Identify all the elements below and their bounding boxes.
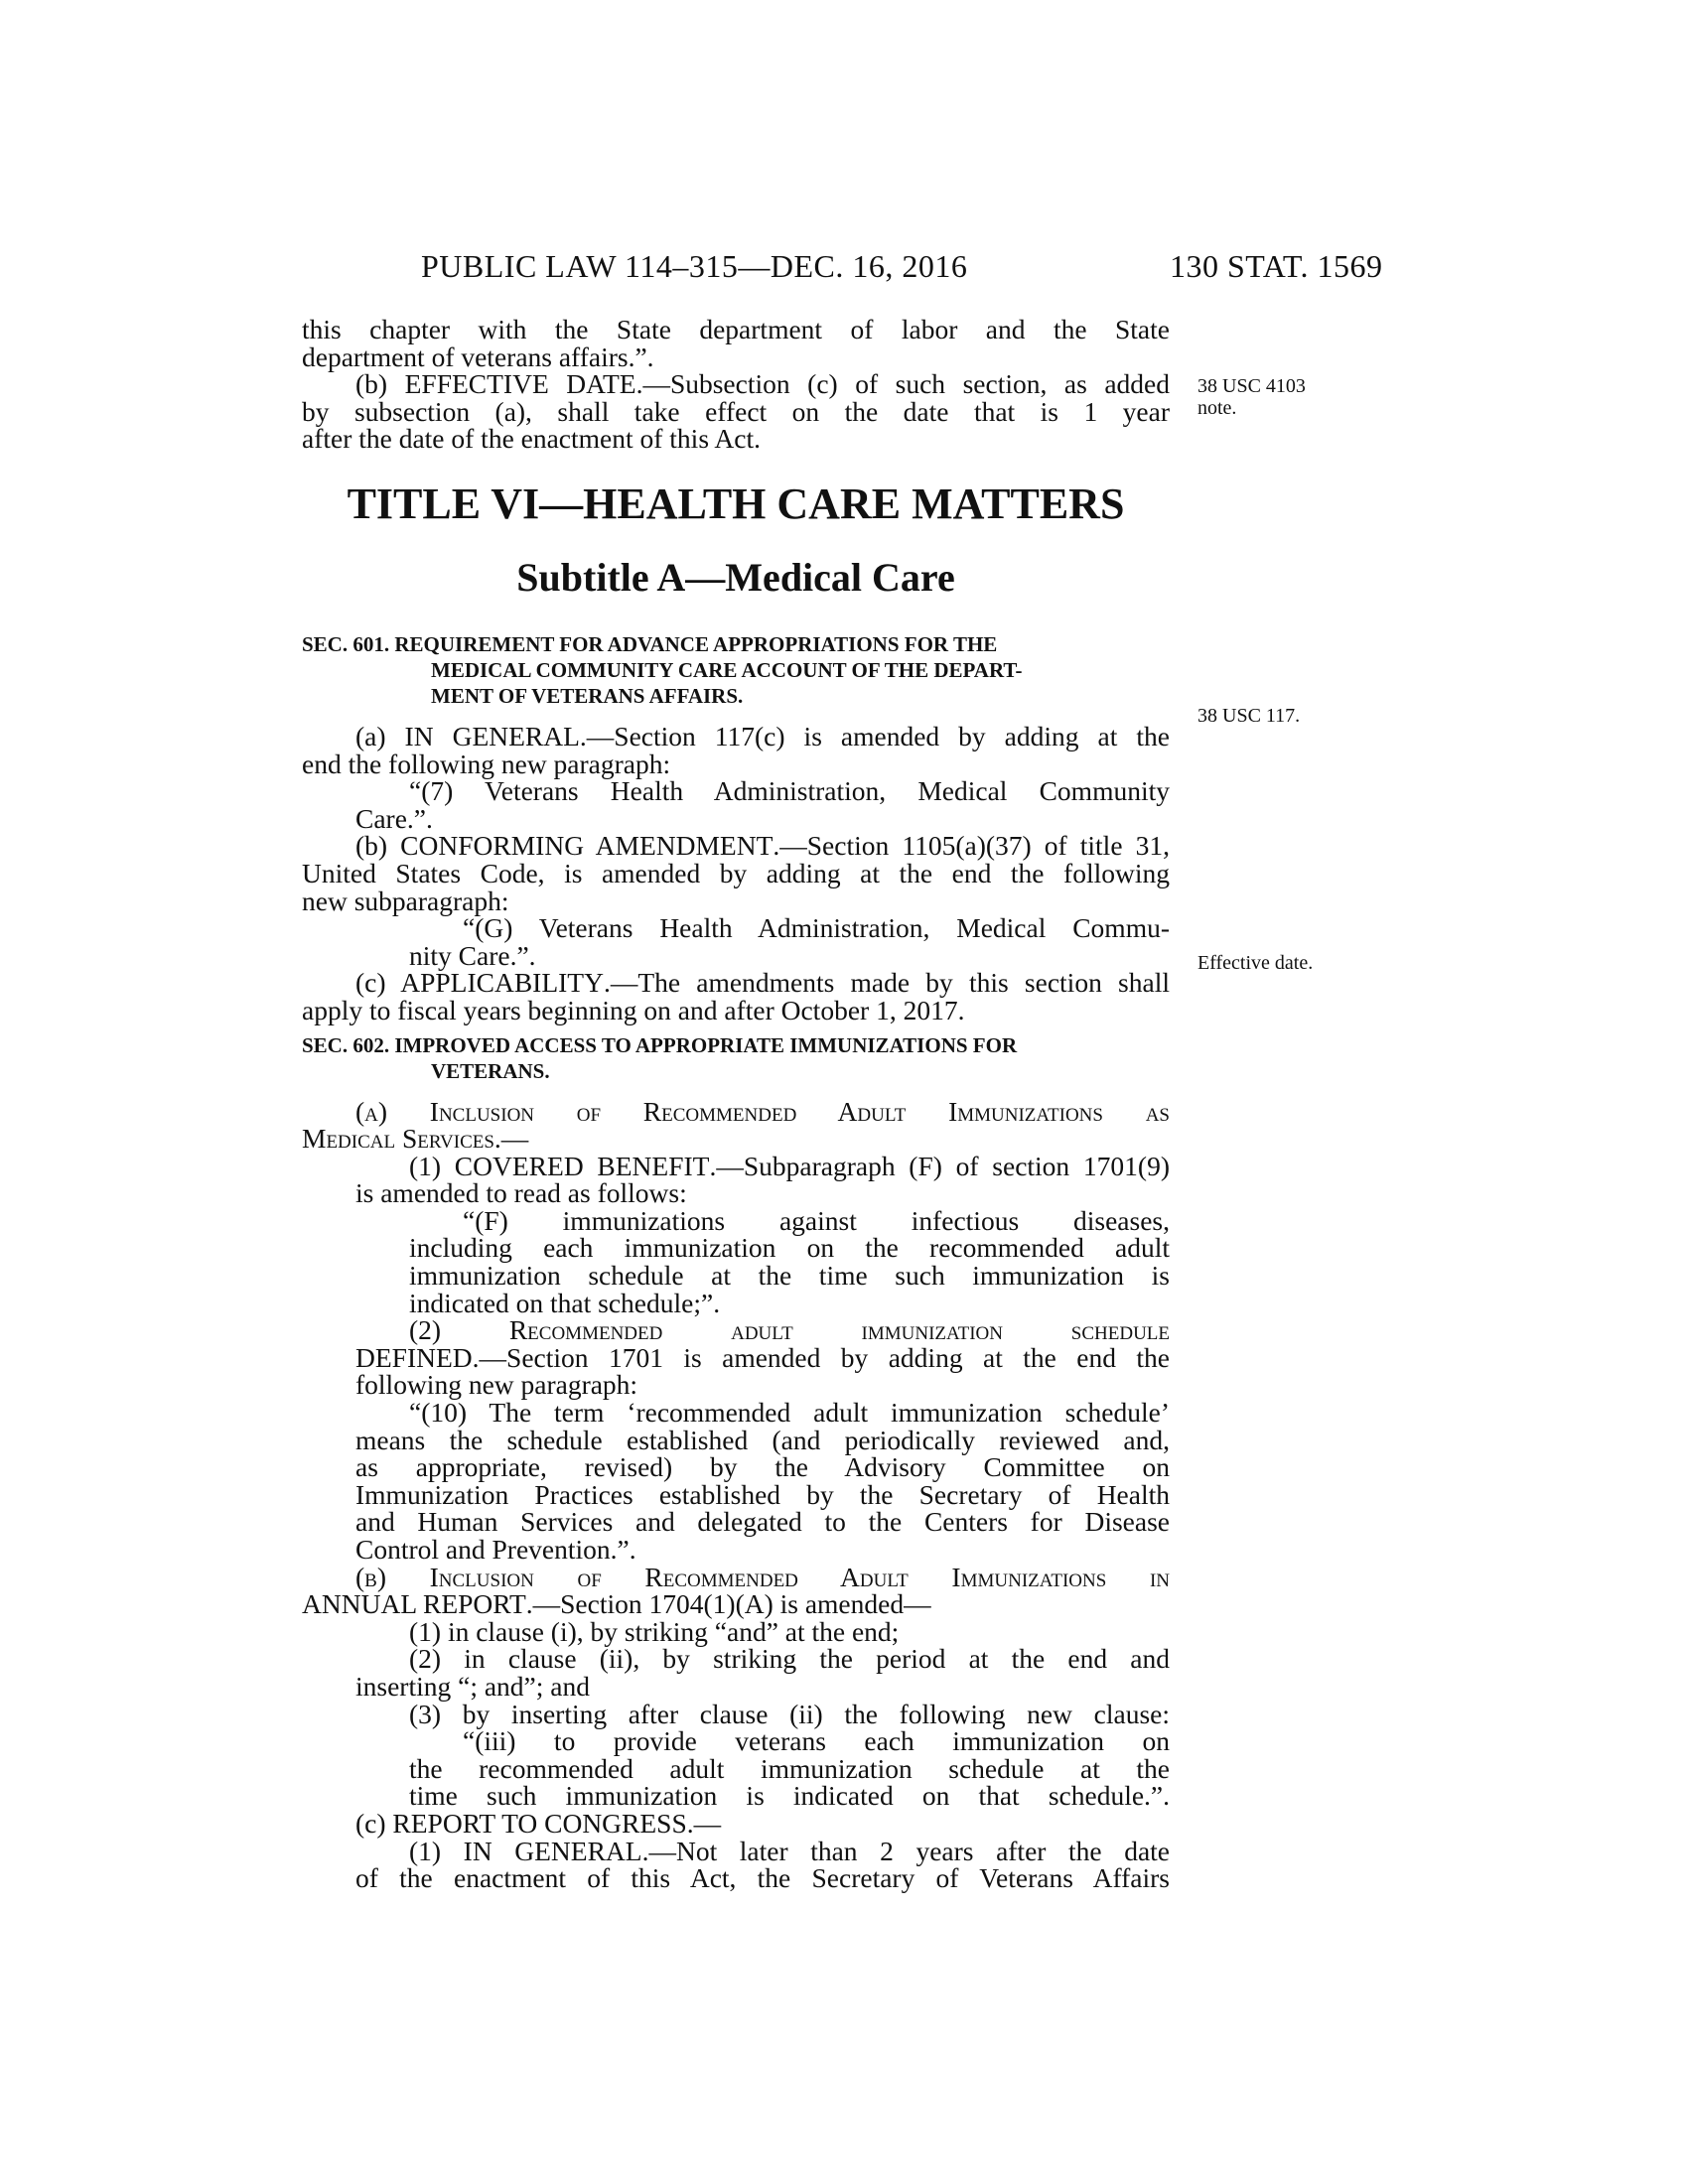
margin-note-line: note. bbox=[1197, 397, 1237, 419]
section-heading-line: SEC. 601. REQUIREMENT FOR ADVANCE APPROPRIATIONS FOR THE bbox=[302, 631, 998, 656]
text-line: after the date of the enactment of this Act. bbox=[302, 423, 761, 455]
small-caps-run: OVERED BENEFIT bbox=[473, 1150, 710, 1181]
text-line: (2) Recommended adult immunization schedule bbox=[409, 1314, 1170, 1346]
text-line: apply to fiscal years beginning on and after October 1, 2017. bbox=[302, 994, 965, 1025]
small-caps-run: R bbox=[416, 1588, 442, 1620]
text-line: immunization schedule at the time such immunization is bbox=[409, 1260, 1170, 1292]
text-line: Immunization Practices established by the Secretary of Health bbox=[355, 1478, 1170, 1510]
subtitle-heading: Subtitle A—Medical Care bbox=[516, 554, 955, 600]
small-caps-run: D bbox=[355, 1341, 375, 1373]
text-line: department of veterans affairs.”. bbox=[302, 341, 654, 372]
text-run: G bbox=[433, 720, 473, 751]
text-run: .—Section 1704(1)(A) is amended— bbox=[525, 1588, 931, 1620]
text-line: (1) in clause (i), by striking “and” at the end; bbox=[409, 1615, 900, 1647]
text-line bbox=[302, 1341, 1170, 1373]
small-caps-run: ONGRESS bbox=[562, 1807, 687, 1839]
text-line: Control and Prevention.”. bbox=[355, 1534, 636, 1565]
running-header-left: PUBLIC LAW 114–315—DEC. 16, 2016 bbox=[421, 248, 968, 284]
text-line: this chapter with the State department of labor and the State bbox=[302, 314, 1170, 344]
text-line: new subparagraph: bbox=[302, 885, 509, 916]
text-run: (a) I bbox=[355, 720, 414, 751]
text-line: end the following new paragraph: bbox=[302, 748, 671, 779]
text-line: of the enactment of this Act, the Secretary of Veterans Affairs bbox=[355, 1862, 1170, 1894]
text-line: “(G) Veterans Health Administration, Medical Commu- bbox=[463, 912, 1170, 944]
text-line: (2) in clause (ii), by striking the period at the end and bbox=[409, 1643, 1170, 1675]
text-line bbox=[302, 1835, 1170, 1866]
text-run: (1) I bbox=[409, 1835, 473, 1866]
text-run: D bbox=[548, 368, 587, 400]
small-caps-run: MENDMENT bbox=[615, 830, 774, 862]
small-caps-run: ATE bbox=[586, 368, 636, 400]
text-line: Care.”. bbox=[355, 802, 433, 834]
section-601-heading bbox=[302, 631, 1170, 709]
text-line: (a) Inclusion of Recommended Adult Immunizations as bbox=[355, 1095, 1170, 1127]
text-run: C bbox=[537, 1807, 563, 1839]
text-run: (1) C bbox=[409, 1150, 474, 1181]
text-run: (c) R bbox=[355, 1807, 411, 1839]
text-line: “(iii) to provide veterans each immunization on bbox=[463, 1725, 1170, 1757]
text-line: nity Care.”. bbox=[409, 939, 536, 971]
text-run: (c) A bbox=[355, 967, 421, 999]
text-line: United States Code, is amended by adding at the end the following bbox=[302, 857, 1170, 888]
text-run: .—Not later than 2 years after the date bbox=[641, 1835, 1170, 1866]
text-run: .—The amendments made by this section shall bbox=[603, 967, 1170, 999]
text-run: .—Section 117(c) is amended by adding at the bbox=[579, 720, 1170, 751]
text-line: “(10) The term ‘recommended adult immunization schedule’ bbox=[409, 1397, 1170, 1429]
small-caps-run: EPORT TO bbox=[410, 1807, 538, 1839]
small-caps-run: A bbox=[302, 1588, 322, 1620]
text-line: time such immunization is indicated on that schedule.”. bbox=[409, 1780, 1170, 1812]
text-line: (b) Inclusion of Recommended Adult Immunizations in bbox=[355, 1561, 1170, 1592]
text-run: .—Section 1701 is amended by adding at the end the bbox=[472, 1341, 1170, 1373]
margin-note-effective-date: Effective date. bbox=[1197, 952, 1314, 974]
text-run: (b) E bbox=[355, 368, 422, 400]
section-602-heading bbox=[302, 1032, 1170, 1084]
small-caps-run: N bbox=[413, 720, 434, 751]
text-line bbox=[302, 1590, 1170, 1618]
text-line: “(7) Veterans Health Administration, Medical Community bbox=[409, 775, 1170, 807]
text-line: including each immunization on the recommended adult bbox=[409, 1232, 1170, 1264]
running-header-right: 130 STAT. 1569 bbox=[1170, 248, 1383, 284]
text-line: and Human Services and delegated to the Centers for Disease bbox=[355, 1506, 1170, 1538]
title-heading: TITLE VI—HEALTH CARE MATTERS bbox=[347, 478, 1125, 528]
text-run: .—Section 1105(a)(37) of title 31, bbox=[773, 830, 1170, 862]
text-line bbox=[302, 1807, 1170, 1839]
text-line bbox=[302, 720, 1170, 751]
text-line: following new paragraph: bbox=[355, 1369, 638, 1401]
small-caps-run: ENERAL bbox=[472, 720, 580, 751]
section-heading-line: MENT OF VETERANS AFFAIRS. bbox=[431, 683, 744, 708]
margin-note-line: 38 USC 4103 bbox=[1197, 375, 1306, 397]
small-caps-run: NNUAL bbox=[321, 1588, 417, 1620]
small-caps-run: PPLICABILITY bbox=[420, 967, 604, 999]
section-heading-line: SEC. 602. IMPROVED ACCESS TO APPROPRIATE IMMUNIZATIONS FOR bbox=[302, 1032, 1018, 1057]
text-run: (b) C bbox=[355, 830, 419, 862]
text-line: the recommended adult immunization schedule at the bbox=[409, 1752, 1170, 1784]
small-caps-run: N GENERAL bbox=[472, 1835, 642, 1866]
text-line: means the schedule established (and periodically reviewed and, bbox=[355, 1424, 1170, 1455]
small-caps-run: EPORT bbox=[441, 1588, 526, 1620]
text-line: “(F) immunizations against infectious diseases, bbox=[463, 1204, 1170, 1236]
text-line bbox=[302, 1150, 1170, 1181]
text-line bbox=[302, 969, 1170, 997]
text-line: (3) by inserting after clause (ii) the following new clause: bbox=[409, 1698, 1170, 1729]
text-line: inserting “; and”; and bbox=[355, 1670, 590, 1702]
text-line: Medical Services.— bbox=[302, 1123, 529, 1155]
text-line: indicated on that schedule;”. bbox=[409, 1287, 721, 1318]
margin-note-38-usc-117: 38 USC 117. bbox=[1197, 705, 1301, 727]
section-heading-line: VETERANS. bbox=[431, 1058, 550, 1083]
text-run: .— bbox=[686, 1807, 722, 1839]
small-caps-run: ONFORMING bbox=[418, 830, 585, 862]
text-run: .—Subparagraph (F) of section 1701(9) bbox=[709, 1150, 1170, 1181]
text-line: by subsection (a), shall take effect on the date that is 1 year bbox=[302, 395, 1170, 427]
text-run: .—Subsection (c) of such section, as added bbox=[635, 368, 1170, 400]
text-line bbox=[302, 832, 1170, 860]
text-run: A bbox=[584, 830, 616, 862]
document-body bbox=[302, 316, 1170, 1892]
small-caps-run: FFECTIVE bbox=[421, 368, 549, 400]
text-line bbox=[302, 370, 1170, 398]
text-line: is amended to read as follows: bbox=[355, 1177, 687, 1209]
margin-note-38-usc-4103 bbox=[1197, 375, 1306, 419]
text-line: as appropriate, revised) by the Advisory Committee on bbox=[355, 1451, 1170, 1483]
small-caps-run: EFINED bbox=[374, 1341, 473, 1373]
section-heading-line: MEDICAL COMMUNITY CARE ACCOUNT OF THE DEPART- bbox=[431, 657, 1023, 682]
